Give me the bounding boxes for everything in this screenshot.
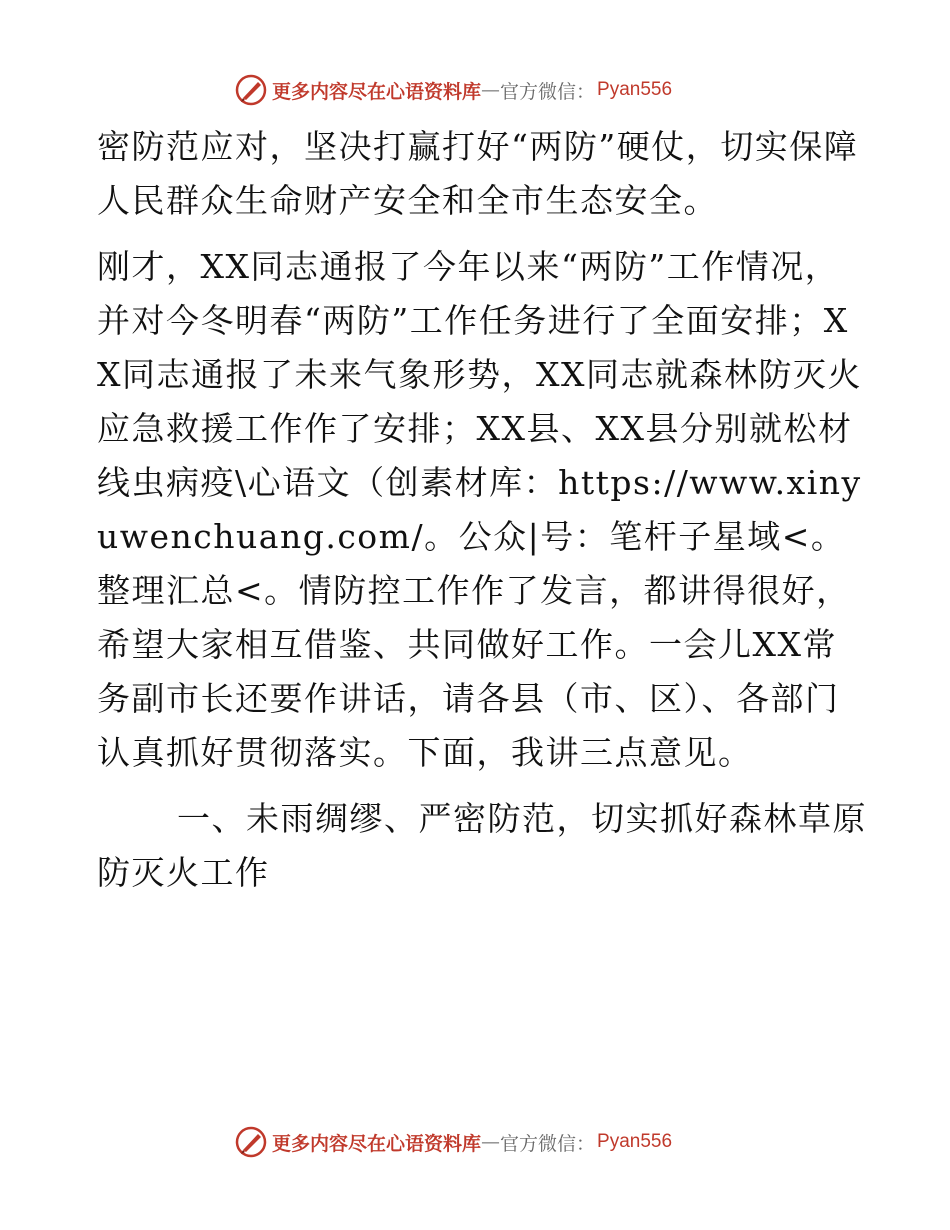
quill-pen-seal-icon xyxy=(234,1125,268,1159)
banner-wechat-label: 官方微信： xyxy=(500,1132,596,1155)
banner-main-text: 更多内容尽在心语资料库 xyxy=(272,80,482,103)
banner-separator: — xyxy=(481,1131,501,1153)
header-banner xyxy=(234,70,754,110)
banner-wechat-id: Pyan556 xyxy=(597,79,673,100)
quill-pen-seal-icon xyxy=(234,73,268,107)
section-heading-1: 一、未雨绸缪、严密防范，切实抓好森林草原防灭火工作 xyxy=(97,799,867,892)
document-body xyxy=(97,120,867,900)
banner-wechat-id: Pyan556 xyxy=(597,1131,673,1152)
paragraph-2: 刚才，XX同志通报了今年以来“两防”工作情况，并对今冬明春“两防”工作任务进行了全面安排；XX同志通报了未来气象形势，XX同志就森林防灭火应急救援工作作了安排；XX县、XX县分别就松材线虫病疫\心语文（创素材库：https://www.xinyuwenchuang.com/。公众|号：笔杆子星域<。整理汇总<。情防控工作作了发言，都讲得很好，希望大家相互借鉴、共同做好工作。一会儿XX常务副市长还要作讲话，请各县（市、区）、各部门认真抓好贯彻落实。下面，我讲三点意见。 xyxy=(97,247,862,772)
paragraph-1: 密防范应对，坚决打赢打好“两防”硬仗，切实保障人民群众生命财产安全和全市生态安全。 xyxy=(97,127,859,220)
banner-main-text: 更多内容尽在心语资料库 xyxy=(272,1132,482,1155)
banner-wechat-label: 官方微信： xyxy=(500,80,596,103)
footer-banner xyxy=(234,1122,754,1162)
banner-separator: — xyxy=(481,79,501,101)
